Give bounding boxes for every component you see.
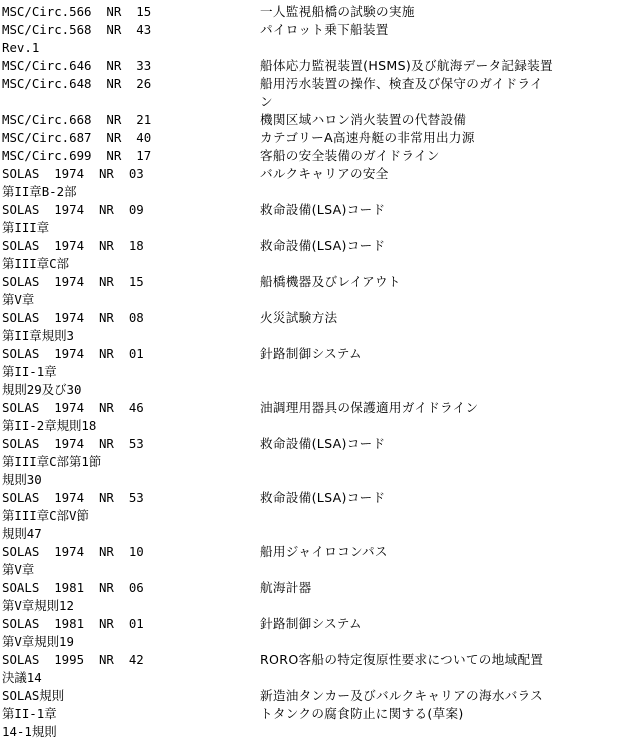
document-line <box>2 507 618 525</box>
document-line <box>2 489 618 507</box>
item-title: バルクキャリアの安全 <box>260 166 389 181</box>
document-line <box>2 345 618 363</box>
document-line <box>2 525 618 543</box>
reference-code: SOLAS 1974 NR 09 <box>2 202 144 217</box>
document-line <box>2 93 618 111</box>
reference-code: 第II章B-2部 <box>2 184 77 199</box>
item-title <box>260 39 618 57</box>
document-line <box>2 183 618 201</box>
reference-code: 第V章規則12 <box>2 598 74 613</box>
reference-code: MSC/Circ.699 NR 17 <box>2 148 152 163</box>
reference-code: SOLAS 1974 NR 46 <box>2 400 144 415</box>
reference-code: 規則29及び30 <box>2 382 82 397</box>
item-title: 救命設備(LSA)コード <box>260 490 386 505</box>
document-line <box>2 147 618 165</box>
reference-code: 決議14 <box>2 670 42 685</box>
item-title <box>260 669 618 687</box>
document-line <box>2 561 618 579</box>
reference-code: 規則47 <box>2 526 42 541</box>
reference-code: 第III章C部 <box>2 256 70 271</box>
reference-code: 14-1規則 <box>2 724 57 739</box>
document-line <box>2 219 618 237</box>
document-line <box>2 399 618 417</box>
document-line <box>2 57 618 75</box>
reference-code <box>2 93 260 111</box>
document-line <box>2 651 618 669</box>
reference-code: 第V章 <box>2 292 35 307</box>
document-line <box>2 21 618 39</box>
document-line <box>2 75 618 93</box>
item-title: 救命設備(LSA)コード <box>260 238 386 253</box>
reference-code: SOLAS 1974 NR 01 <box>2 346 144 361</box>
item-title: 一人監視船橋の試験の実施 <box>260 4 415 19</box>
item-title: RORO客船の特定復原性要求についての地域配置 <box>260 652 544 667</box>
reference-code: MSC/Circ.648 NR 26 <box>2 76 152 91</box>
reference-code: MSC/Circ.568 NR 43 <box>2 22 152 37</box>
document-line <box>2 705 618 723</box>
reference-code: 第II章規則3 <box>2 328 74 343</box>
reference-code: SOLAS 1974 NR 15 <box>2 274 144 289</box>
reference-code: 規則30 <box>2 472 42 487</box>
reference-code: 第II-1章 <box>2 364 57 379</box>
item-title <box>260 219 618 237</box>
reference-code: SOLAS 1995 NR 42 <box>2 652 144 667</box>
item-title: ン <box>260 94 273 109</box>
item-title: 船橋機器及びレイアウト <box>260 274 401 289</box>
document-line <box>2 453 618 471</box>
reference-code: SOLAS 1981 NR 01 <box>2 616 144 631</box>
document-line <box>2 633 618 651</box>
reference-code: Rev.1 <box>2 40 40 55</box>
document-body <box>2 3 618 741</box>
item-title: 船体応力監視装置(HSMS)及び航海データ記録装置 <box>260 58 553 73</box>
reference-code: SOALS 1981 NR 06 <box>2 580 144 595</box>
document-line <box>2 255 618 273</box>
document-line <box>2 381 618 399</box>
item-title <box>260 507 618 525</box>
item-title: 機関区域ハロン消火装置の代替設備 <box>260 112 467 127</box>
document-line <box>2 579 618 597</box>
document-line <box>2 687 618 705</box>
reference-code: SOLAS 1974 NR 53 <box>2 436 144 451</box>
item-title <box>260 723 618 741</box>
reference-code: SOLAS 1974 NR 10 <box>2 544 144 559</box>
item-title: パイロット乗下船装置 <box>260 22 389 37</box>
document-line <box>2 129 618 147</box>
reference-code: 第II-1章 <box>2 706 57 721</box>
document-line <box>2 237 618 255</box>
item-title <box>260 291 618 309</box>
reference-code: 第V章規則19 <box>2 634 74 649</box>
document-line <box>2 111 618 129</box>
item-title <box>260 363 618 381</box>
document-line <box>2 327 618 345</box>
item-title: 救命設備(LSA)コード <box>260 202 386 217</box>
item-title: 客船の安全装備のガイドライン <box>260 148 440 163</box>
item-title <box>260 471 618 489</box>
item-title: 針路制御システム <box>260 346 362 361</box>
document-line <box>2 3 618 21</box>
item-title: 油調理用器具の保護適用ガイドライン <box>260 400 479 415</box>
reference-code: MSC/Circ.687 NR 40 <box>2 130 152 145</box>
document-line <box>2 435 618 453</box>
document-line <box>2 309 618 327</box>
document-line <box>2 165 618 183</box>
document-line <box>2 273 618 291</box>
item-title: 救命設備(LSA)コード <box>260 436 386 451</box>
item-title <box>260 417 618 435</box>
item-title: カテゴリーA高速舟艇の非常用出力源 <box>260 130 475 145</box>
reference-code: SOLAS 1974 NR 08 <box>2 310 144 325</box>
document-line <box>2 291 618 309</box>
item-title <box>260 561 618 579</box>
item-title <box>260 453 618 471</box>
reference-code: 第III章C部V節 <box>2 508 89 523</box>
item-title <box>260 633 618 651</box>
item-title: 針路制御システム <box>260 616 362 631</box>
reference-code: 第III章C部第1節 <box>2 454 102 469</box>
document-line <box>2 543 618 561</box>
item-title <box>260 183 618 201</box>
document-line <box>2 417 618 435</box>
document-line <box>2 39 618 57</box>
reference-code: SOLAS 1974 NR 03 <box>2 166 144 181</box>
reference-code: SOLAS 1974 NR 18 <box>2 238 144 253</box>
document-line <box>2 615 618 633</box>
reference-code: SOLAS 1974 NR 53 <box>2 490 144 505</box>
document-line <box>2 723 618 741</box>
item-title: トタンクの腐食防止に関する(草案) <box>260 706 464 721</box>
document-line <box>2 597 618 615</box>
item-title: 新造油タンカー及びバルクキャリアの海水バラス <box>260 688 544 703</box>
reference-code: 第V章 <box>2 562 35 577</box>
reference-code: 第III章 <box>2 220 50 235</box>
item-title <box>260 381 618 399</box>
item-title: 船用汚水装置の操作、検査及び保守のガイドライ <box>260 76 543 91</box>
reference-code: MSC/Circ.566 NR 15 <box>2 4 152 19</box>
reference-code: SOLAS規則 <box>2 688 65 703</box>
document-line <box>2 471 618 489</box>
document-line <box>2 669 618 687</box>
document-line <box>2 363 618 381</box>
item-title <box>260 525 618 543</box>
item-title <box>260 597 618 615</box>
item-title: 航海計器 <box>260 580 312 595</box>
item-title <box>260 327 618 345</box>
item-title: 火災試験方法 <box>260 310 338 325</box>
document-line <box>2 201 618 219</box>
reference-code: 第II-2章規則18 <box>2 418 97 433</box>
item-title <box>260 255 618 273</box>
reference-code: MSC/Circ.668 NR 21 <box>2 112 152 127</box>
item-title: 船用ジャイロコンパス <box>260 544 388 559</box>
reference-code: MSC/Circ.646 NR 33 <box>2 58 152 73</box>
